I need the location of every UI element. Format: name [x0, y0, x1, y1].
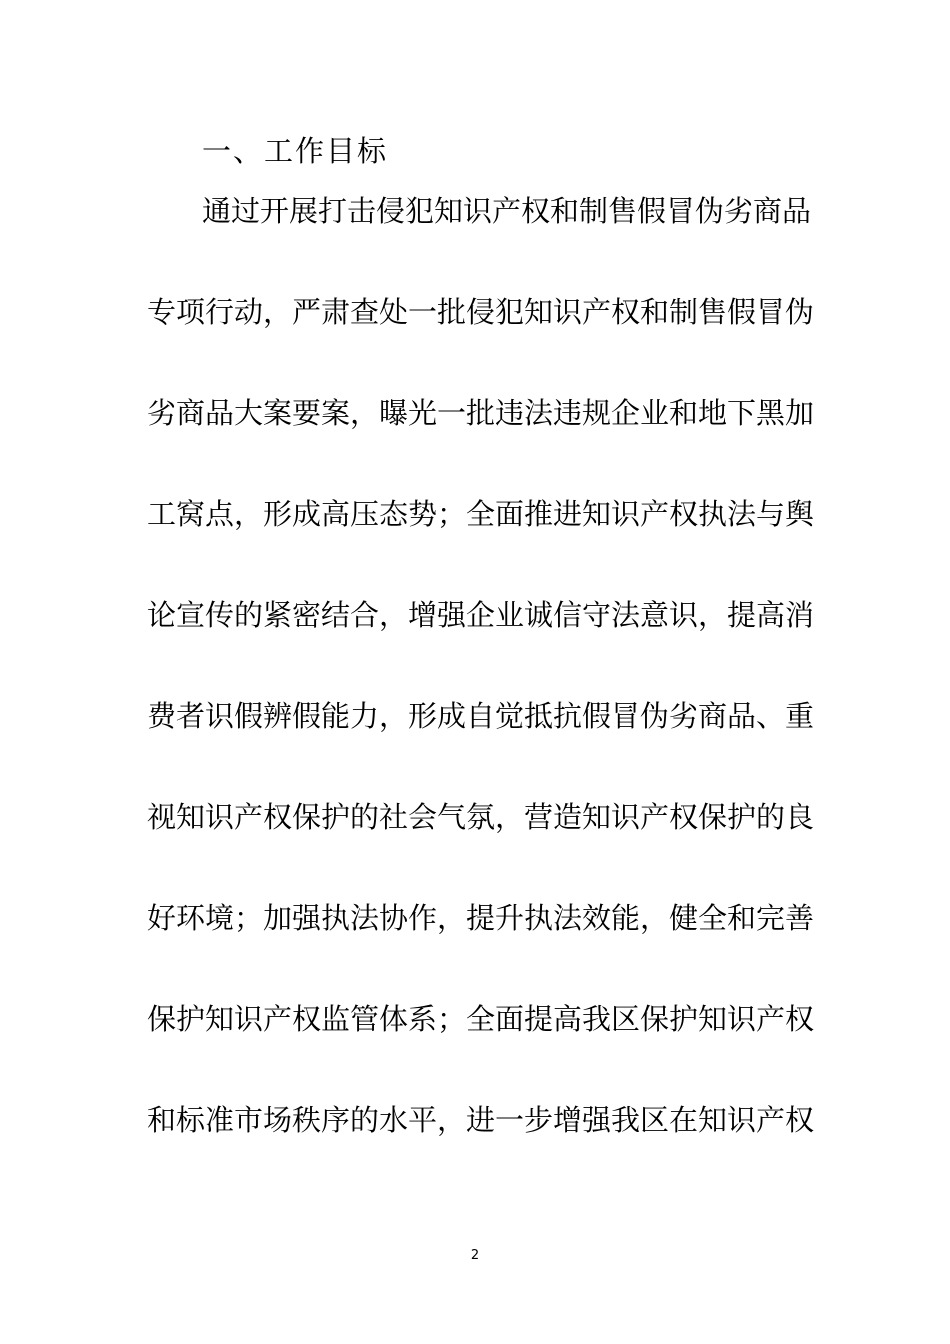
- paragraph-line: 好环境；加强执法协作，提升执法效能，健全和完善: [147, 901, 815, 935]
- paragraph-line: 劣商品大案要案，曝光一批违法违规企业和地下黑加: [147, 396, 815, 430]
- paragraph-line: 通过开展打击侵犯知识产权和制售假冒伪劣商品: [202, 194, 812, 228]
- paragraph-line: 专项行动，严肃查处一批侵犯知识产权和制售假冒伪: [147, 295, 815, 329]
- paragraph-line: 费者识假辨假能力，形成自觉抵抗假冒伪劣商品、重: [147, 699, 815, 733]
- paragraph-line: 论宣传的紧密结合，增强企业诚信守法意识，提高消: [147, 598, 815, 632]
- paragraph-line: 工窝点，形成高压态势；全面推进知识产权执法与舆: [147, 497, 815, 531]
- paragraph-line: 和标准市场秩序的水平，进一步增强我区在知识产权: [147, 1103, 815, 1137]
- page-number: 2: [470, 1248, 480, 1263]
- paragraph-line: 视知识产权保护的社会气氛，营造知识产权保护的良: [147, 800, 815, 834]
- paragraph-line: 保护知识产权监管体系；全面提高我区保护知识产权: [147, 1002, 815, 1036]
- section-heading: 一、工作目标: [202, 134, 389, 168]
